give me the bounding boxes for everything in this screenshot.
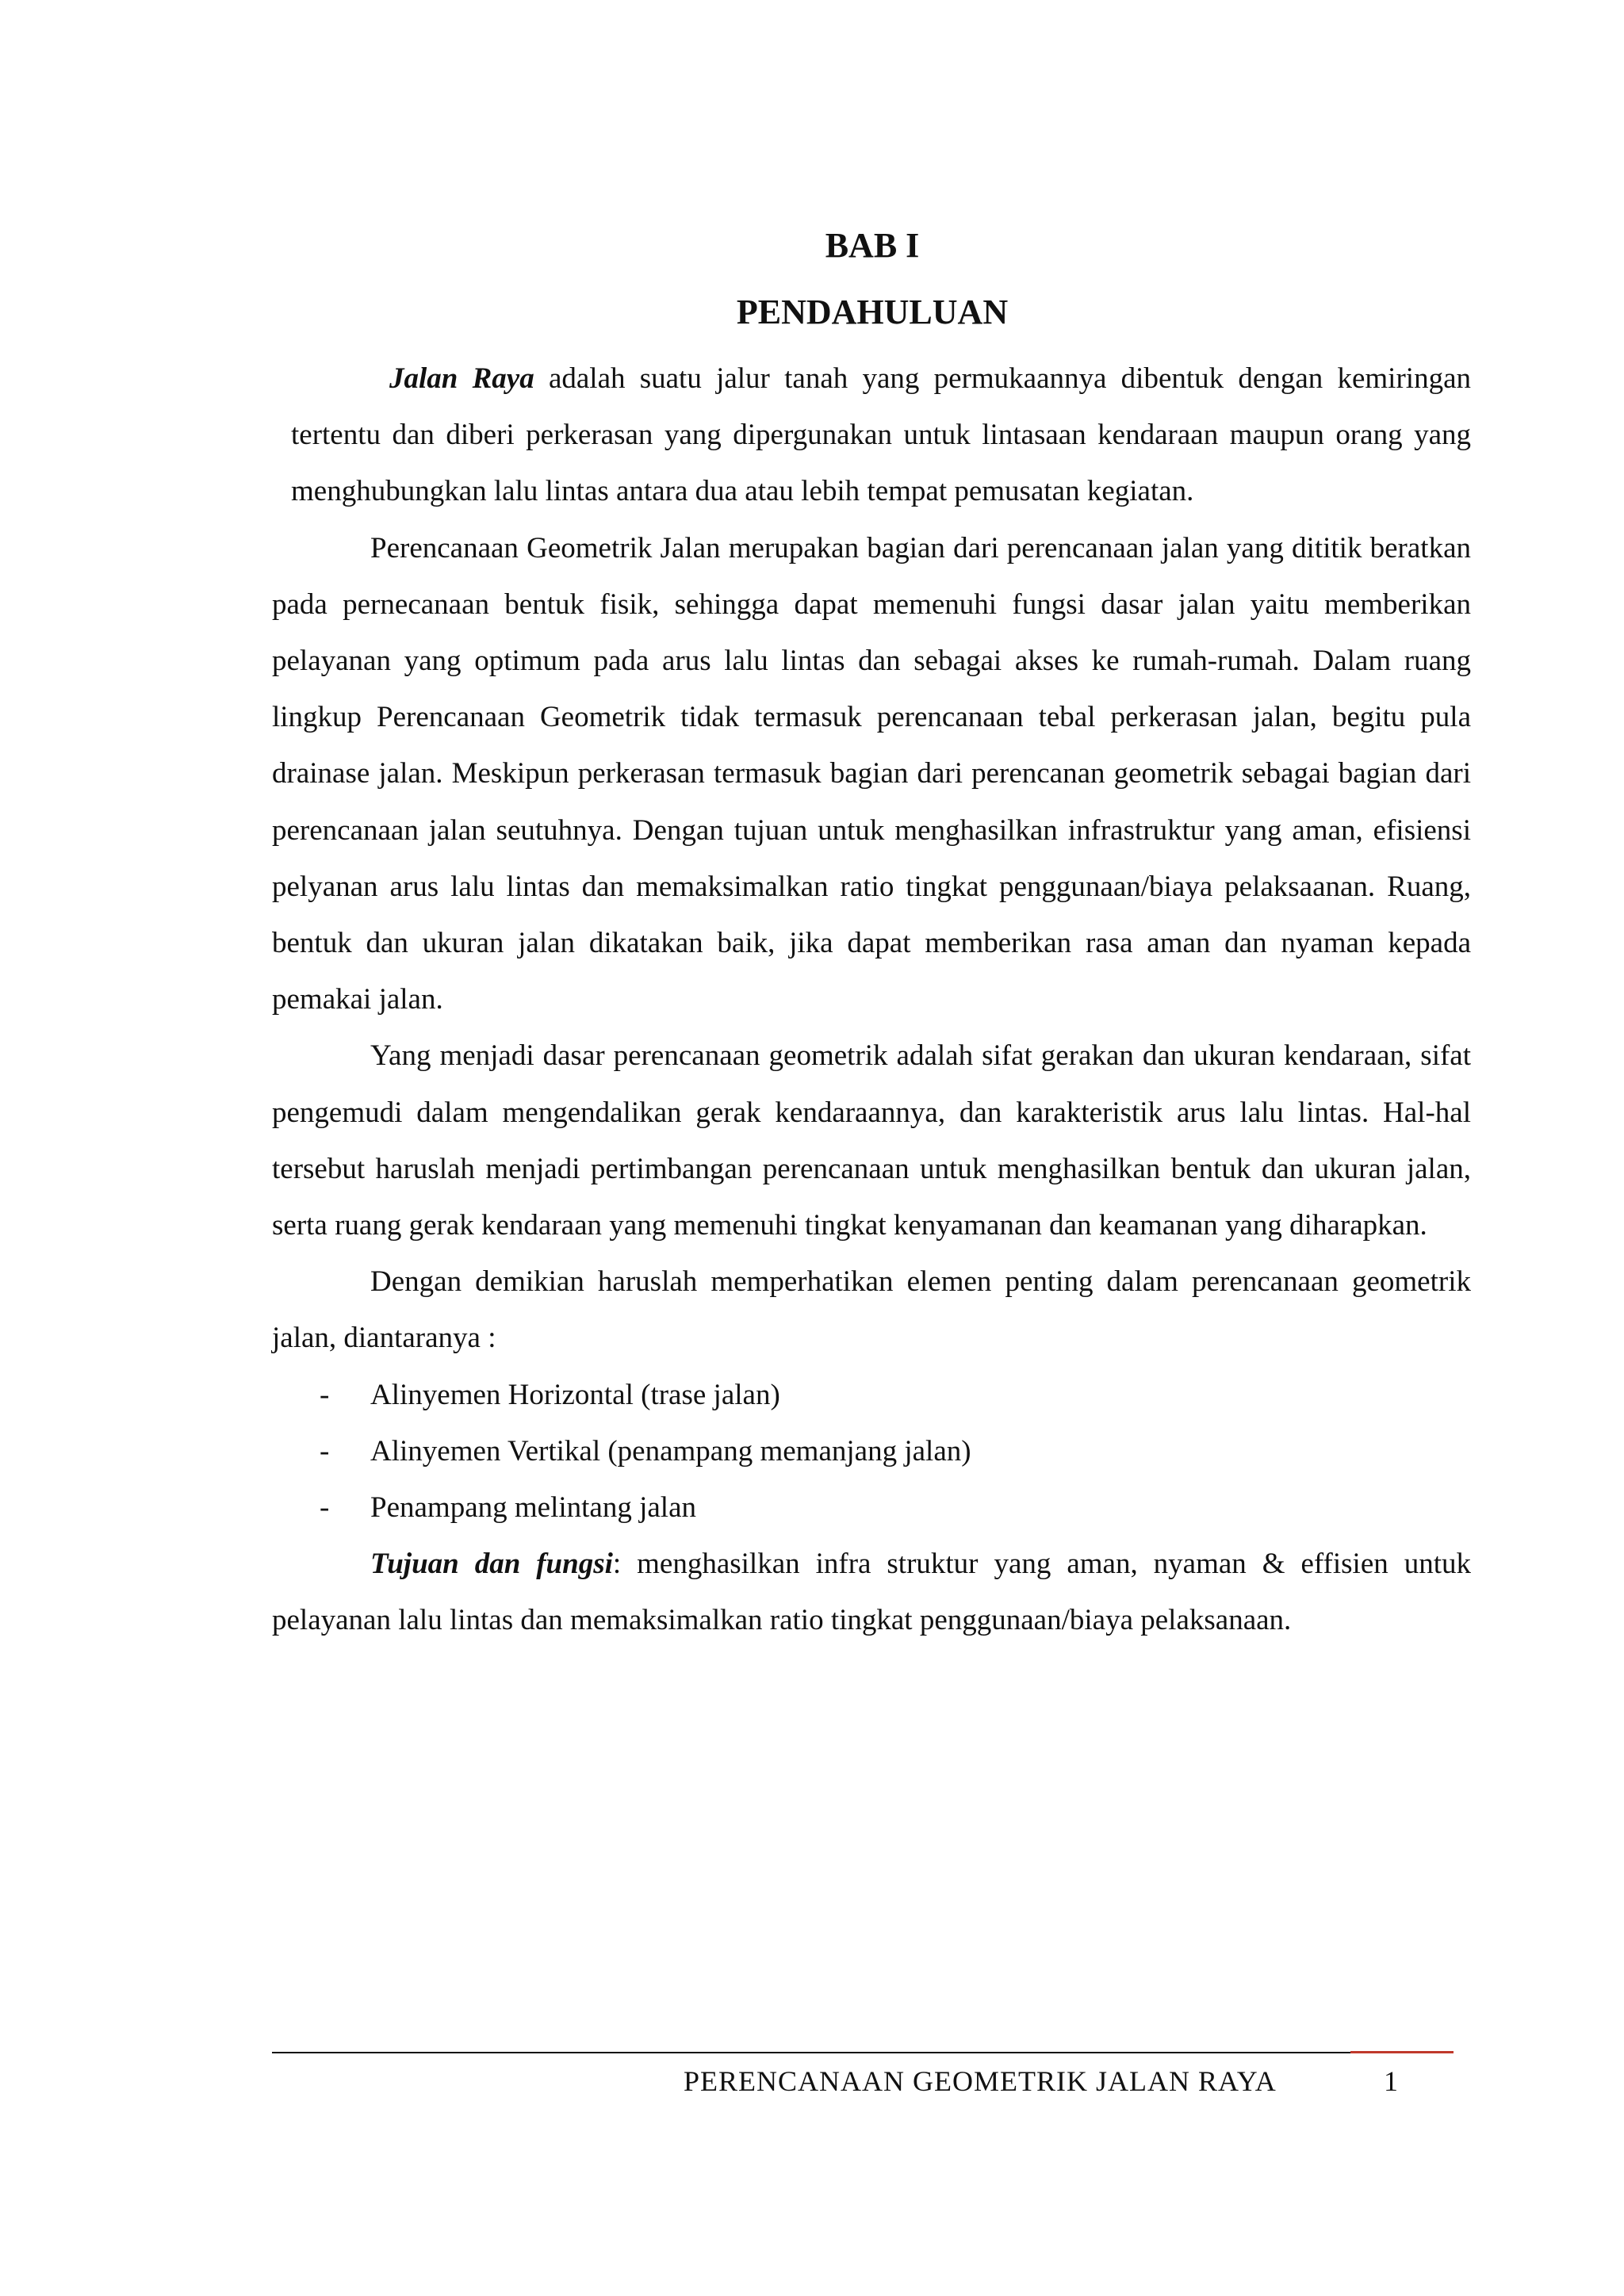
term-jalan-raya: Jalan Raya — [389, 362, 534, 395]
list-dash: - — [320, 1378, 330, 1411]
paragraph-purpose — [272, 1536, 1471, 1648]
list-dash: - — [320, 1491, 330, 1525]
footer-title: PERENCANAAN GEOMETRIK JALAN RAYA — [684, 2065, 1277, 2097]
footer-rule — [272, 2052, 1350, 2053]
chapter-title: PENDAHULUAN — [736, 293, 1009, 331]
elements-list — [272, 1367, 1471, 1536]
body-text — [272, 350, 1471, 1649]
list-item — [272, 1423, 1471, 1479]
paragraph-planning-basis: Yang menjadi dasar perencanaan geometrik adalah sifat gerakan dan ukuran kendaraan, sifat pengemudi dalam mengendalikan gerak kendaraannya, dan karakteristik arus lalu lintas. Hal-hal tersebut haruslah menjadi pertimbangan perencanaan untuk menghasilkan bentuk dan ukuran jalan, serta ruang gerak kendaraan yang memenuhi tingkat kenyamanan dan keamanan yang diharapkan. — [272, 1039, 1471, 1242]
term-tujuan-dan-fungsi: Tujuan dan fungsi — [370, 1548, 613, 1581]
footer-rule-accent — [1350, 2051, 1454, 2053]
paragraph-definition — [291, 350, 1471, 520]
list-item — [272, 1479, 1471, 1536]
list-dash: - — [320, 1434, 330, 1468]
list-item — [272, 1367, 1471, 1423]
paragraph-definition-text: adalah suatu jalur tanah yang permukaannya dibentuk dengan kemiringan tertentu dan diberi perkerasan yang dipergunakan untuk lintasaan kendaraan maupun orang yang menghubungkan lalu lintas antara dua atau lebih tempat pemusatan kegiatan. — [291, 362, 1471, 508]
paragraph-geometric-planning: Perencanaan Geometrik Jalan merupakan bagian dari perencanaan jalan yang dititik beratkan pada pernecanaan bentuk fisik, sehingga dapat memenuhi fungsi dasar jalan yaitu memberikan pelayanan yang optimum pada arus lalu lintas dan sebagai akses ke rumah-rumah. Dalam ruang lingkup Perencanaan Geometrik tidak termasuk perencanaan tebal perkerasan jalan, begitu pula drainase jalan. Meskipun perkerasan termasuk bagian dari perencanan geometrik sebagai bagian dari perencanaan jalan seutuhnya. Dengan tujuan untuk menghasilkan infrastruktur yang aman, efisiensi pelyanan arus lalu lintas dan memaksimalkan ratio tingkat penggunaan/biaya pelaksaanan. Ruang, bentuk dan ukuran jalan dikatakan baik, jika dapat memberikan rasa aman dan nyaman kepada pemakai jalan. — [272, 531, 1471, 1016]
list-item-text: Alinyemen Horizontal (trase jalan) — [370, 1378, 780, 1411]
paragraph-purpose-text: : menghasilkan infra struktur yang aman, nyaman & effisien untuk pelayanan lalu lintas dan memaksimalkan ratio tingkat penggunaan/biaya pelaksanaan. — [272, 1548, 1471, 1637]
paragraph-elements-intro: Dengan demikian haruslah memperhatikan elemen penting dalam perencanaan geometrik jalan, diantaranya : — [272, 1265, 1471, 1355]
list-item-text: Penampang melintang jalan — [370, 1491, 696, 1525]
page-number: 1 — [1384, 2065, 1398, 2097]
chapter-heading: BAB I — [825, 226, 920, 265]
list-item-text: Alinyemen Vertikal (penampang memanjang jalan) — [370, 1434, 971, 1468]
